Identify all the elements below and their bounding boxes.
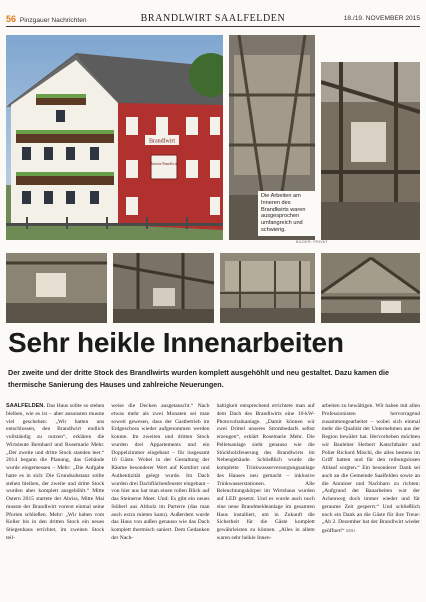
photo-caption: Die Arbeiten am Inneren des Brandlwirts waren ausgesprochen umfangreich und schwierig.	[258, 191, 318, 236]
article-column-1-text: Das Haus sollte so stehen bleiben, wie es ist – aber ansonsten musste viel geschehen: „Wir hatten uns entschlossen, den Brandlwirt endlich vollständig zu nutzen“, erklären die Wirtsleute Bernhard und Rosemarie Mehr. „Der zweite und dritte Stock standen leer.“ 2014 begann die Planung, das Gebäude wurde eingemessen – Mehr: „Die Aufgabe hatte es in sich: Die Grundsubstanz sollte stehen bleiben, der zweite und dritte Stock wurden aber komplett ausgehöhlt.“ Mitte Ostern 2015 startete der Abriss, Mitte Mai musste der Brandlwirt vorerst einmal seine Pforten schließen. Mehr: „Wir haben vom Keller bis in den dritten Stock ein neues Stiegenhaus errichtet, im zweiten Stock teil-	[6, 403, 105, 541]
page-number: 56	[6, 14, 17, 24]
interior-4-illustration	[321, 253, 420, 323]
newspaper-page	[6, 0, 420, 602]
article-column-2: weise die Decken ausgetauscht.“ Nach etwas mehr als zwei Monaten sei man soweit gewesen, dass der Gastbetrieb im Erdgeschoss wieder aufgenommen werden konnte. Im zweiten und dritten Stock wurden drei Appartements und ein Doppelzimmer eingebaut – für insgesamt 16 Gäste. Wobei in der Gestaltung der Räume besonderer Wert auf Komfort und Authentizität gelegt wurde. Im Dach wurden drei Dachflächenfenster eingebaut – von hier aus hat man einen tollen Blick auf das Steinerne Meer. Und: Es gibt ein neues Stüberl aus Altholz im Parterre (das man auch extra mieten kann). Außerdem wurde das Haus von außen genauso wie das Dach komplett thermisch saniert. Dem Gedanken der Nach-	[111, 403, 210, 541]
header-rule	[6, 26, 420, 27]
brandlwirt-sign-2: Bierone Brandlwirt	[150, 162, 178, 166]
photo-interior-beams	[321, 62, 420, 240]
author-tag: SOU	[345, 528, 355, 533]
issue-date: 18./19. NOVEMBER 2015	[343, 15, 420, 22]
interior-1-illustration	[6, 253, 107, 323]
article-intro: Der zweite und der dritte Stock des Brandlwirts wurden komplett ausgehöhlt und neu gestaltet. Dazu kamen die thermische Sanierung des Hauses und zahlreiche Neuerungen.	[8, 368, 390, 389]
section-title: BRANDLWIRT SAALFELDEN	[140, 13, 286, 24]
photo-credit: BILDER: PRIVAT	[296, 240, 328, 244]
interior-beams-illustration	[321, 62, 420, 240]
photo-interior-2	[113, 253, 214, 323]
article-body	[6, 403, 420, 595]
exterior-illustration	[6, 35, 223, 240]
interior-3-illustration	[220, 253, 315, 323]
photo-interior-3	[220, 253, 315, 323]
article-column-4-text: arbeiten zu bewältigen. Wir haben mit allen Professionisten hervorragend zusammengearbeitet – wobei sich einmal mehr die Qualität der Unternehmen aus der Region bewährt hat. Hervorheben möchten wir Bauleiter Herbert Katschthaler und Polier Richard Mischi, die alles bestens im Griff hatten und für den reibungslosen Ablauf sorgten.“ Ein besonderer Dank sei auch an die Gemeinde Saalfelden sowie an die Anrainer und Nachbarn zu richten: „Aufgrund der Bauarbeiten war der Achenweg doch immer wieder und für geraume Zeit gesperrt.“ Und schließlich noch ein Dank an die Gäste für ihre Treue: „Ab 2. Dezember hat der Brandlwirt wieder geöffnet!“	[321, 403, 420, 534]
interior-2-illustration	[113, 253, 214, 323]
article-column-1	[6, 403, 104, 595]
dateline: SAALFELDEN.	[6, 403, 45, 409]
photo-interior-4	[321, 253, 420, 323]
publication-header	[6, 15, 87, 25]
publication-name: Pinzgauer Nachrichten	[19, 17, 87, 24]
article-column-4	[322, 403, 420, 595]
article-column-3: haltigkeit entsprechend errichtete man auf dem Dach des Brandlwirts eine 10-kW-Photovoltaikanlage. „Damit können wir zwei Drittel unseres Strombedarfs selbst erzeugen“, erklärt Rosemarie Mehr. Die Pelletsanlage sieht genauso wie die Stückholzfeuerung des Brandlwirts im Nebengebäude. Schließlich wurde die komplette Trinkwasserversorgungsanlage des Hauses neu gemacht – inklusive Trinkwasserstationen. Alle Beleuchtungskörper im Wirtshaus wurden auf LED gesetzt. Und es wurde auch noch eine neue Brandmeldeanlage im gesamten Haus installiert, um in Zukunft die Sicherheit für die Gäste komplett gewährleisten zu können. „Alles in allem waren sehr heikle Innen-	[216, 403, 315, 541]
brandlwirt-sign: Brandlwirt	[149, 138, 175, 145]
article-headline: Sehr heikle Innenarbeiten	[8, 327, 344, 358]
photo-exterior	[6, 35, 223, 240]
photo-interior-1	[6, 253, 107, 323]
